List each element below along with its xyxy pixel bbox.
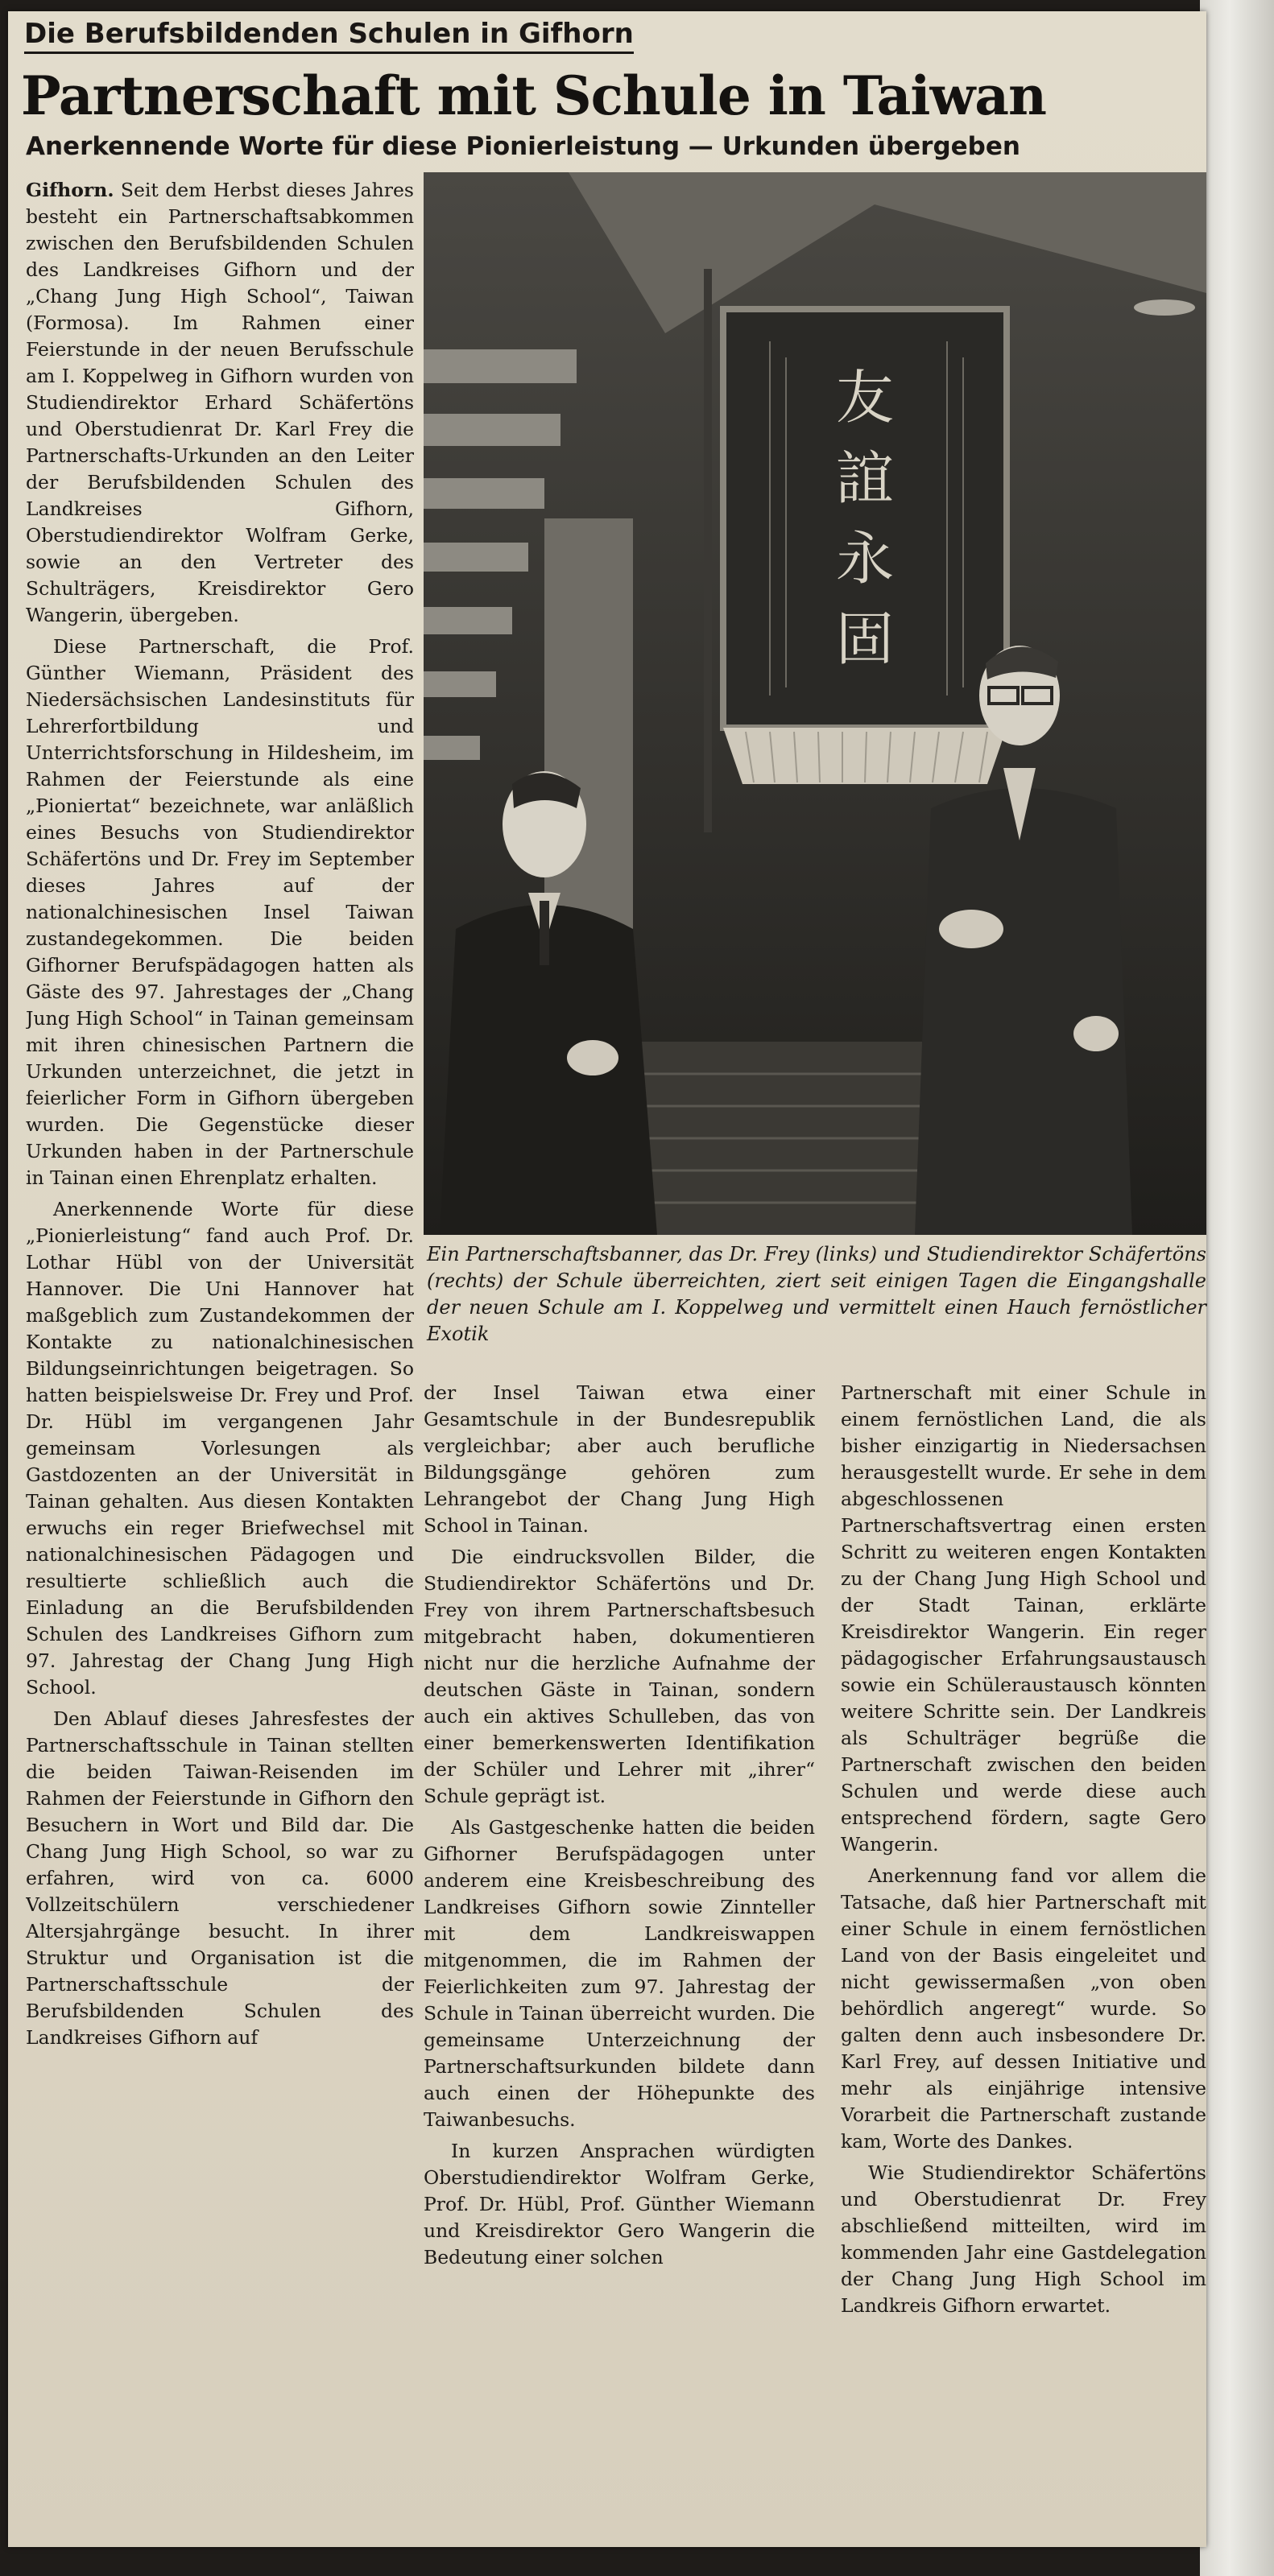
headline: Partnerschaft mit Schule in Taiwan bbox=[21, 64, 1047, 127]
article-paragraph: Gifhorn. Seit dem Herbst dieses Jahres besteht ein Partnerschaftsabkommen zwischen den Berufsbildenden Schulen des Landkreises Gifhorn und der „Chang Jung High School“, Taiwan (Formosa). Im Rahmen einer Feierstunde in der neuen Berufsschule am I. Koppelweg in Gifhorn wurden von Studiendirektor Erhard Schäfertöns und Oberstudienrat Dr. Karl Frey die Partnerschafts-Urkunden an den Leiter der Berufsbildenden Schulen des Landkreises Gifhorn, Oberstudiendirektor Wolfram Gerke, sowie an den Vertreter des Schulträgers, Kreisdirektor Gero Wangerin, übergeben. bbox=[26, 179, 414, 626]
photo-illustration bbox=[424, 172, 1206, 1235]
section-kicker: Die Berufsbildenden Schulen in Gifhorn bbox=[24, 18, 634, 54]
article-paragraph: Partnerschaft mit einer Schule in einem fernöstlichen Land, die als bisher einzigartig in Niedersachsen herausgestellt wurde. Er sehe in dem abgeschlossenen Partnerschaftsvertrag einen ersten Schritt zu weiteren engen Kontakten zu der Chang Jung High School und der Stadt Tainan, erklärte Kreisdirektor Wangerin. Ein reger pädagogischer Erfahrungsaustausch sowie ein Schüleraustausch könnten weitere Schritte sein. Der Landkreis als Schulträger begrüße die Partnerschaft zwischen den beiden Schulen und werde diese auch entsprechend fördern, sagte Gero Wangerin. bbox=[841, 1381, 1206, 1856]
article-paragraph: Als Gastgeschenke hatten die beiden Gifhorner Berufspädagogen unter anderem eine Kreisbeschreibung des Landkreises Gifhorn sowie Zinnteller mit dem Landkreiswappen mitgenommen, die im Rahmen der Feierlichkeiten zum 97. Jahrestag der Schule in Tainan überreicht wurden. Die gemeinsame Unterzeichnung der Partnerschaftsurkunden bildete dann auch einen der Höhepunkte des Taiwanbesuchs. bbox=[424, 1816, 815, 2131]
banner-character: 固 bbox=[835, 605, 895, 673]
article-column-1 bbox=[26, 177, 414, 2536]
dateline: Gifhorn. bbox=[26, 179, 114, 201]
article-paragraph: Diese Partnerschaft, die Prof. Günther Wiemann, Präsident des Niedersächsischen Landesinstituts für Lehrerfortbildung und Unterrichtsforschung in Hildesheim, im Rahmen der Feierstunde als eine „Pioniertat“ bezeichnete, war anläßlich eines Besuchs von Studiendirektor Schäfertöns und Dr. Frey im September dieses Jahres auf der nationalchinesischen Insel Taiwan zustandegekommen. Die beiden Gifhorner Berufspädagogen hatten als Gäste des 97. Jahrestages der „Chang Jung High School“ in Tainan gemeinsam mit ihren chinesischen Partnern die Urkunden unterzeichnet, die jetzt in feierlicher Form in Gifhorn übergeben wurden. Die Gegenstücke dieser Urkunden haben in der Partnerschule in Tainan einen Ehrenplatz erhalten. bbox=[26, 635, 414, 1189]
article-paragraph: der Insel Taiwan etwa einer Gesamtschule in der Bundesrepublik vergleichbar; aber auch berufliche Bildungsgänge gehören zum Lehrangebot der Chang Jung High School in Tainan. bbox=[424, 1381, 815, 1537]
banner-character: 友 bbox=[835, 364, 895, 431]
article-column-2 bbox=[424, 1380, 815, 2536]
article-column-3 bbox=[841, 1380, 1206, 2536]
newspaper-clipping bbox=[8, 11, 1206, 2547]
banner-character: 永 bbox=[835, 525, 895, 592]
photo-banner-two-men bbox=[424, 172, 1206, 1235]
subheadline: Anerkennende Worte für diese Pionierleistung — Urkunden übergeben bbox=[26, 132, 1020, 161]
article-paragraph: Den Ablauf dieses Jahresfestes der Partnerschaftsschule in Tainan stellten die beiden Taiwan-Reisenden im Rahmen der Feierstunde in Gifhorn den Besuchern in Wort und Bild dar. Die Chang Jung High School, so war zu erfahren, wird von ca. 6000 Vollzeitschülern verschiedener Altersjahrgänge besucht. In ihrer Struktur und Organisation ist die Partnerschaftsschule der Berufsbildenden Schulen des Landkreises Gifhorn auf bbox=[26, 1707, 414, 2049]
article-paragraph: In kurzen Ansprachen würdigten Oberstudiendirektor Wolfram Gerke, Prof. Dr. Hübl, Prof. Günther Wiemann und Kreisdirektor Gero Wangerin die Bedeutung einer solchen bbox=[424, 2140, 815, 2268]
photo-caption: Ein Partnerschaftsbanner, das Dr. Frey (links) und Studiendirektor Schäfertöns (rechts) der Schule überreichten, ziert seit einigen Tagen die Eingangshalle der neuen Schule am I. Koppelweg und vermittelt einen Hauch fernöstlicher Exotik bbox=[427, 1243, 1206, 1345]
article-paragraph: Wie Studiendirektor Schäfertöns und Oberstudienrat Dr. Frey abschließend mitteilten, wird im kommenden Jahr eine Gastdelegation der Chang Jung High School im Landkreis Gifhorn erwartet. bbox=[841, 2161, 1206, 2317]
article-paragraph: Anerkennung fand vor allem die Tatsache, daß hier Partnerschaft mit einer Schule in einem fernöstlichen Land von der Basis eingeleitet und nicht gewissermaßen „von oben behördlich angeregt“ wurde. So galten denn auch insbesondere Dr. Karl Frey, auf dessen Initiative und mehr als einjährige intensive Vorarbeit die Partnerschaft zustande kam, Worte des Dankes. bbox=[841, 1864, 1206, 2153]
article-paragraph: Die eindrucksvollen Bilder, die Studiendirektor Schäfertöns und Dr. Frey von ihrem Partnerschaftsbesuch mitgebracht haben, dokumentieren nicht nur die herzliche Aufnahme der deutschen Gäste in Tainan, sondern auch ein aktives Schulleben, das von einer bemerkenswerten Identifikation der Schüler und Lehrer mit „ihrer“ Schule geprägt ist. bbox=[424, 1546, 815, 1807]
background-strip bbox=[1200, 0, 1274, 2576]
banner-character: 誼 bbox=[835, 444, 895, 512]
article-paragraph: Anerkennende Worte für diese „Pionierleistung“ fand auch Prof. Dr. Lothar Hübl von der Universität Hannover. Die Uni Hannover hat maßgeblich zum Zustandekommen der Kontakte zu nationalchinesischen Bildungseinrichtungen beigetragen. So hatten beispielsweise Dr. Frey und Prof. Dr. Hübl im vergangenen Jahr gemeinsam Vorlesungen als Gastdozenten an der Universität in Tainan gehalten. Aus diesen Kontakten erwuchs ein reger Briefwechsel mit nationalchinesischen Pädagogen und resultierte schließlich auch die Einladung an die Berufsbildenden Schulen des Landkreises Gifhorn zum 97. Jahrestag der Chang Jung High School. bbox=[26, 1198, 414, 1699]
